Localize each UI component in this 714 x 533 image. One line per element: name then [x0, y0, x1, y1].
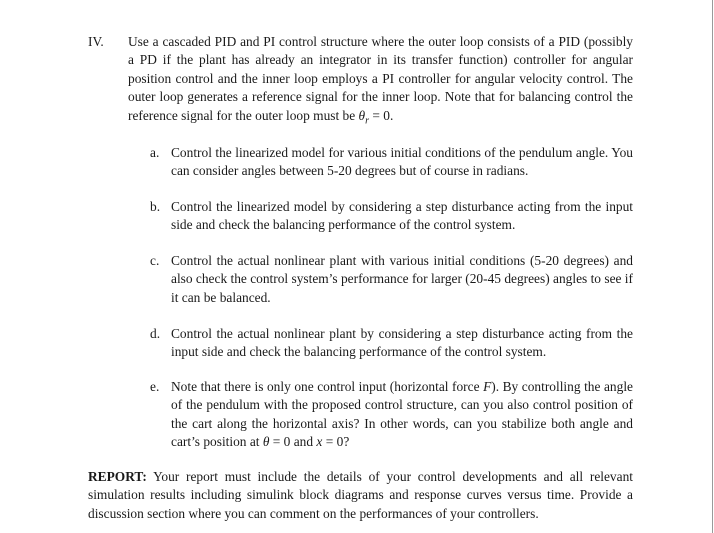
report-text: Your report must include the details of your control developments and all relevant simulation results including simulink block diagrams and response curves versus time. Provide a discussion section where you can comment on the performances of your controllers. — [88, 469, 633, 521]
math-symbol: x — [316, 434, 323, 450]
list-item-letter: b. — [150, 199, 161, 214]
page-edge-divider — [712, 0, 713, 533]
report-paragraph — [88, 468, 633, 523]
text-run: Control the linearized model by considering a step disturbance acting from the input side and check the balancing performance of the control system. — [171, 199, 633, 233]
text-run: = 0 and — [269, 434, 317, 450]
text-run: Use a cascaded PID and PI control structure where the outer loop consists of a PID (possibly a PD if the plant has already an integrator in its transfer function) controller for angular position control and the inner loop employs a PI controller for angular velocity control. The outer loop generates a reference signal for the inner loop. Note that for balancing control the reference signal for the outer loop must be — [128, 34, 633, 123]
text-run: ). By controlling the angle of the pendulum with the proposed control structure, can you also control position of the cart along the horizontal axis? In other words, can you stabilize both angle and cart’s position at — [171, 379, 633, 450]
report-label: REPORT: — [88, 469, 147, 484]
section-numeral: IV. — [88, 34, 104, 49]
text-run: Control the actual nonlinear plant by considering a step disturbance acting from the input side and check the balancing performance of the control system. — [171, 326, 633, 360]
list-item-text — [171, 198, 633, 235]
section-intro-paragraph — [128, 33, 633, 131]
text-run: Control the actual nonlinear plant with various initial conditions (5-20 degrees) and also check the control system’s performance for larger (20-45 degrees) angles to see if it can be balanced. — [171, 253, 633, 305]
list-item-letter: a. — [150, 145, 160, 160]
list-item-letter: d. — [150, 326, 161, 341]
text-run: = 0. — [369, 107, 394, 123]
math-symbol: θ — [262, 434, 270, 450]
text-run: = 0? — [322, 434, 350, 450]
list-item-text — [171, 378, 633, 452]
math-subscript: r — [365, 115, 370, 127]
math-symbol: F — [483, 379, 492, 394]
text-run: Note that there is only one control input (horizontal force — [171, 379, 484, 394]
math-symbol: θ — [358, 107, 366, 123]
list-item-letter: e. — [150, 379, 160, 394]
list-item-letter: c. — [150, 253, 160, 268]
text-run: Control the linearized model for various initial conditions of the pendulum angle. You can consider angles between 5-20 degrees but of course in radians. — [171, 145, 633, 179]
list-item-text — [171, 325, 633, 362]
list-item-text — [171, 144, 633, 181]
list-item-text — [171, 252, 633, 307]
